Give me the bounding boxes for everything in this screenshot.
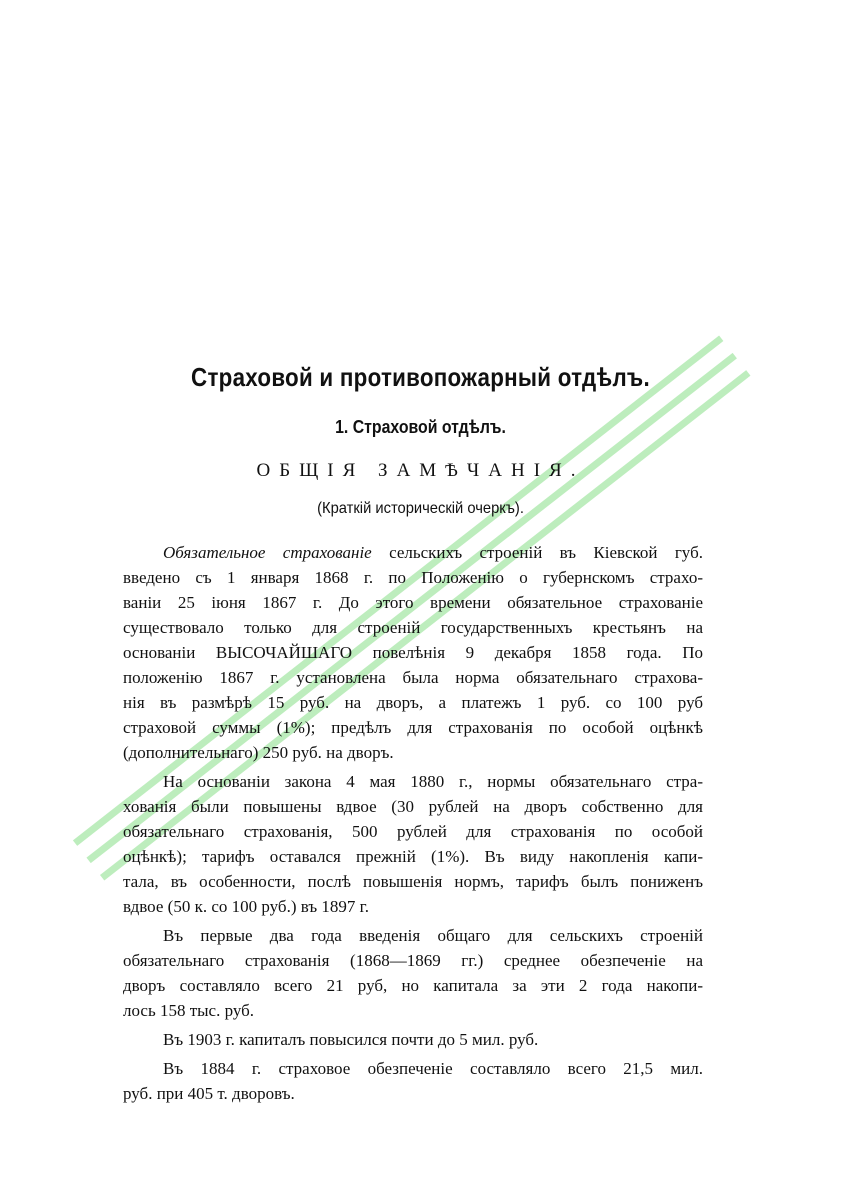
- text-line: руб. при 405 т. дворовъ.: [123, 1084, 295, 1103]
- text-line: вдвое (50 к. со 100 руб.) въ 1897 г.: [123, 897, 369, 916]
- text-line: оцѣнкѣ); тарифъ оставался прежній (1%). Въ виду накопленія капи-: [123, 847, 703, 866]
- section-note: (Краткій историческій очеркъ).: [317, 500, 524, 517]
- paragraph-1-first-line: [123, 540, 703, 565]
- text-line: Въ 1884 г. страховое обезпеченіе составляло всего 21,5 мил.: [163, 1059, 703, 1078]
- text-line: На основаніи закона 4 мая 1880 г., нормы обязательнаго стра-: [163, 772, 703, 791]
- text-line: существовало только для строеній государственныхъ крестьянъ на: [123, 618, 703, 637]
- text-line: дворъ составляло всего 21 руб, но капитала за эти 2 года накопи-: [123, 976, 703, 995]
- text-line: лось 158 тыс. руб.: [123, 1001, 255, 1020]
- text-line: введено съ 1 января 1868 г. по Положенію о губернскомъ страхо-: [123, 568, 703, 587]
- italic-term: Обязательное страхованіе: [163, 543, 372, 562]
- text-line: нія въ размѣрѣ 15 руб. на дворъ, а платежъ 1 руб. со 100 руб: [123, 693, 703, 712]
- text-run: сельскихъ строеній въ Кіевской губ.: [371, 543, 703, 562]
- text-line: страховой суммы (1%); предѣлъ для страхованія по особой оцѣнкѣ: [123, 718, 703, 737]
- text-line: хованія были повышены вдвое (30 рублей на дворъ собственно для: [123, 797, 703, 816]
- text-line: обязательнаго страхованія (1868—1869 гг.) среднее обезпеченіе на: [123, 951, 703, 970]
- body-text: [123, 540, 703, 1106]
- section-subtitle: 1. Страховой отдѣлъ.: [335, 417, 506, 437]
- text-line: положенію 1867 г. установлена была норма обязательнаго страхова-: [123, 668, 703, 687]
- text-line: обязательнаго страхованія, 500 рублей для страхованія по особой: [123, 822, 703, 841]
- text-line: Въ первые два года введенія общаго для сельскихъ строеній: [163, 926, 703, 945]
- section-heading: ОБЩІЯ ЗАМѢЧАНІЯ.: [256, 460, 585, 481]
- text-line: Въ 1903 г. капиталъ повысился почти до 5 мил. руб.: [163, 1030, 539, 1049]
- page-title: Страховой и противопожарный отдѣлъ.: [191, 362, 650, 392]
- text-line: ваніи 25 іюня 1867 г. До этого времени обязательное страхованіе: [123, 593, 703, 612]
- text-line: основаніи ВЫСОЧАЙШАГО повелѣнія 9 декабря 1858 года. По: [123, 643, 703, 662]
- text-line: (дополнительнаго) 250 руб. на дворъ.: [123, 743, 394, 762]
- text-line: тала, въ особенности, послѣ повышенія нормъ, тарифъ былъ пониженъ: [123, 872, 703, 891]
